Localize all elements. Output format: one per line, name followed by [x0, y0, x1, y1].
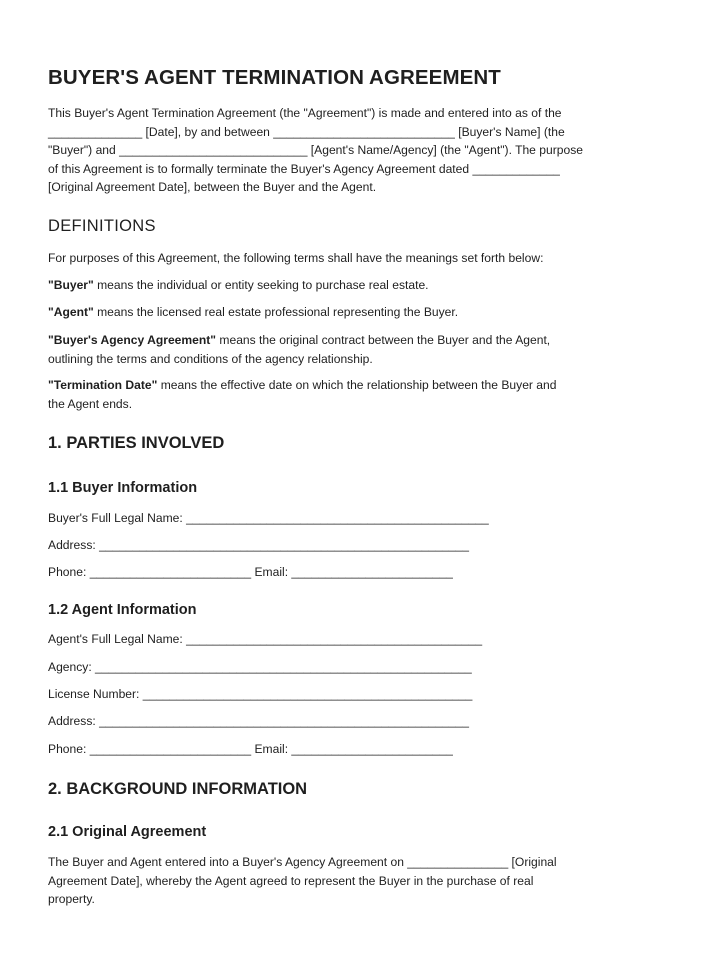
definition-term: "Buyer's Agency Agreement"	[48, 333, 217, 347]
definition-text: means the individual or entity seeking to purchase real estate.	[93, 278, 429, 292]
definition-term: "Termination Date"	[48, 378, 158, 392]
intro-line: ______________ [Date], by and between ___________________________ [Buyer's Name] (the	[48, 124, 565, 139]
definitions-heading: DEFINITIONS	[48, 217, 156, 235]
definition-text: outlining the terms and conditions of the agency relationship.	[48, 351, 373, 366]
definition-term: "Buyer"	[48, 278, 94, 292]
intro-paragraph	[48, 104, 672, 197]
agent-agency-field[interactable]: Agency: ________________________________________________________	[48, 660, 472, 674]
intro-line: This Buyer's Agent Termination Agreement (the "Agreement") is made and entered into as of the	[48, 106, 562, 120]
buyer-phone-email-field[interactable]: Phone: ________________________ Email: ________________________	[48, 565, 453, 579]
agent-info-heading: 1.2 Agent Information	[48, 602, 197, 618]
section2-heading: 2. BACKGROUND INFORMATION	[48, 780, 308, 798]
paragraph-line: property.	[48, 892, 95, 907]
agent-address-field[interactable]: Address: _______________________________________________________	[48, 714, 470, 728]
definition-term: "Agent"	[48, 305, 94, 319]
agent-phone-email-field[interactable]: Phone: ________________________ Email: ________________________	[48, 742, 453, 756]
agent-full-name-field[interactable]: Agent's Full Legal Name: ____________________________________________	[48, 632, 483, 646]
original-agreement-heading: 2.1 Original Agreement	[48, 824, 207, 840]
intro-line: of this Agreement is to formally terminate the Buyer's Agency Agreement dated _____________	[48, 161, 560, 176]
buyer-full-name-field[interactable]: Buyer's Full Legal Name: _____________________________________________	[48, 511, 489, 525]
document-title: BUYER'S AGENT TERMINATION AGREEMENT	[48, 66, 501, 89]
intro-line: "Buyer") and ____________________________ [Agent's Name/Agency] (the "Agent"). The purpose	[48, 143, 583, 158]
paragraph-line: The Buyer and Agent entered into a Buyer's Agency Agreement on _______________ [Original	[48, 855, 557, 869]
definition-text: the Agent ends.	[48, 396, 133, 411]
definition-agent	[48, 303, 672, 322]
intro-line: [Original Agreement Date], between the Buyer and the Agent.	[48, 180, 377, 195]
definitions-intro: For purposes of this Agreement, the following terms shall have the meanings set forth below:	[48, 251, 544, 265]
buyer-address-field[interactable]: Address: _______________________________________________________	[48, 538, 470, 552]
definition-buyer	[48, 276, 672, 295]
definition-termination-date	[48, 376, 672, 413]
original-agreement-paragraph	[48, 853, 672, 909]
agent-license-field[interactable]: License Number: _________________________________________________	[48, 687, 473, 701]
buyer-info-heading: 1.1 Buyer Information	[48, 480, 198, 496]
definition-text: means the licensed real estate professional representing the Buyer.	[93, 305, 459, 319]
paragraph-line: Agreement Date], whereby the Agent agreed to represent the Buyer in the purchase of real	[48, 873, 534, 888]
definition-text: means the effective date on which the relationship between the Buyer and	[157, 378, 557, 392]
definition-text: means the original contract between the Buyer and the Agent,	[216, 333, 551, 347]
definition-agency-agreement	[48, 331, 672, 368]
section1-heading: 1. PARTIES INVOLVED	[48, 434, 225, 452]
